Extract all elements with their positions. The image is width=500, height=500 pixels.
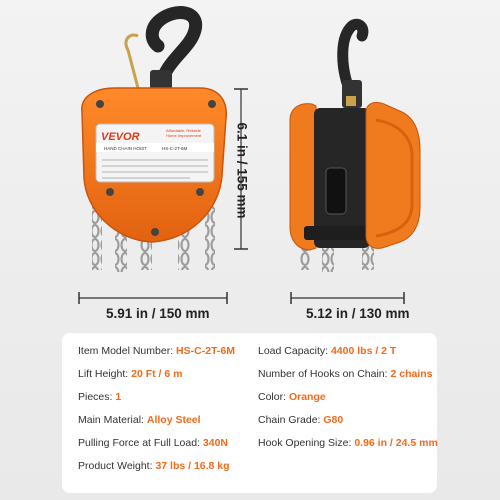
- spec-main-material: Main Material: Alloy Steel: [78, 414, 201, 426]
- nameplate-model: HS-C-2T-6M: [162, 146, 188, 151]
- nameplate-product: HAND CHAIN HOIST: [104, 146, 148, 151]
- spec-product-weight: Product Weight: 37 lbs / 16.8 kg: [78, 460, 230, 472]
- spec-chain-grade: Chain Grade: G80: [258, 414, 344, 426]
- spec-pieces: Pieces: 1: [78, 391, 122, 403]
- spec-hook-opening-size: Hook Opening Size: 0.96 in / 24.5 mm: [258, 437, 438, 449]
- spec-load-capacity: Load Capacity: 4400 lbs / 2 T: [258, 345, 397, 357]
- spec-lift-height: Lift Height: 20 Ft / 6 m: [78, 368, 183, 380]
- spec-item-model-number: Item Model Number: HS-C-2T-6M: [78, 345, 235, 357]
- brand-slogan-line-1: Affordable, Reliable: [166, 128, 201, 133]
- height-dimension-label-wrap: [226, 100, 258, 240]
- front-width-dimension-label: 5.91 in / 150 mm: [106, 306, 210, 321]
- spec-color: Color: Orange: [258, 391, 326, 403]
- spec-pulling-force: Pulling Force at Full Load: 340N: [78, 437, 229, 449]
- spec-number-of-hooks: Number of Hooks on Chain: 2 chains: [258, 368, 433, 380]
- brand-slogan-line-2: Home Improvement: [166, 133, 202, 138]
- specifications-panel: [62, 333, 437, 493]
- hoist-front-view-image: [0, 0, 260, 290]
- side-width-dimension-label: 5.12 in / 130 mm: [306, 306, 410, 321]
- hoist-side-view-image: [270, 0, 430, 290]
- brand-logo-text: VEVOR: [101, 131, 140, 143]
- height-dimension-label: 6.1 in / 155 mm: [234, 121, 250, 219]
